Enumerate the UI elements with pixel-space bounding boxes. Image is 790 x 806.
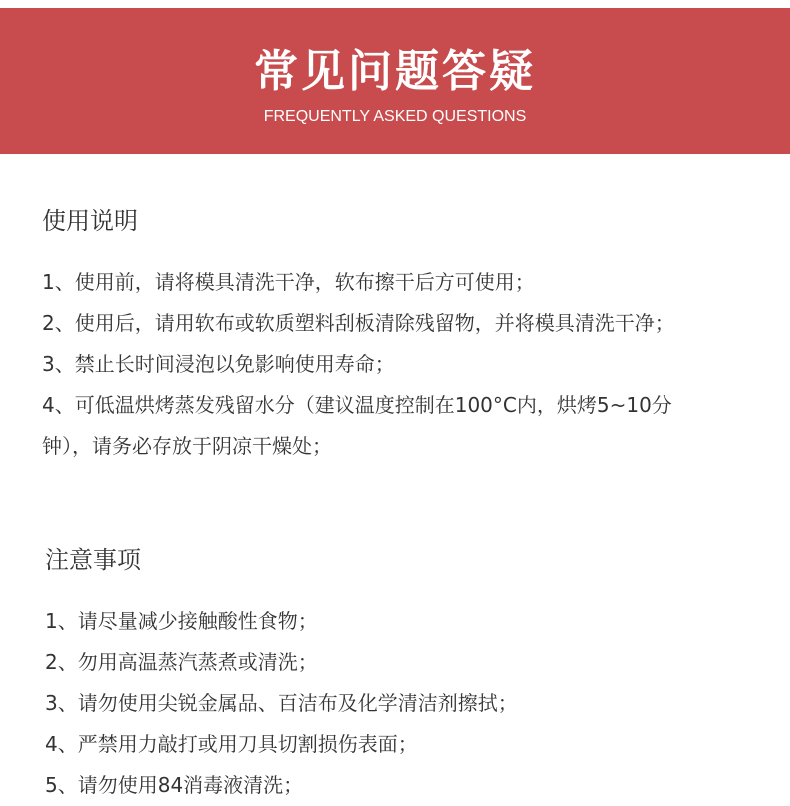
notes-heading: 注意事项 (45, 546, 141, 574)
banner-title: 常见问题答疑 (254, 46, 536, 97)
notes-item: 4、严禁用力敲打或用刀具切割损伤表面； (45, 732, 418, 756)
usage-heading: 使用说明 (42, 207, 138, 235)
banner-subtitle: FREQUENTLY ASKED QUESTIONS (263, 108, 527, 125)
usage-item: 4、可低温烘烤蒸发残留水分（建议温度控制在100°C内，烘烤5~10分钟），请务必存放于阴凉干燥处； (42, 393, 672, 458)
usage-section (42, 206, 742, 467)
notes-item: 2、勿用高温蒸汽蒸煮或清洗； (45, 650, 318, 674)
usage-list (42, 262, 742, 467)
notes-section (45, 545, 745, 806)
usage-item: 2、使用后，请用软布或软质塑料刮板清除残留物，并将模具清洗干净； (42, 311, 675, 335)
notes-item: 5、请勿使用84消毒液清洗； (45, 773, 304, 797)
notes-item: 3、请勿使用尖锐金属品、百洁布及化学清洁剂擦拭； (45, 691, 518, 715)
faq-banner (0, 8, 790, 154)
usage-item: 1、使用前，请将模具清洗干净，软布擦干后方可使用； (42, 270, 535, 294)
usage-item: 3、禁止长时间浸泡以免影响使用寿命； (42, 352, 395, 376)
notes-item: 1、请尽量减少接触酸性食物； (45, 609, 318, 633)
notes-list (45, 601, 745, 806)
